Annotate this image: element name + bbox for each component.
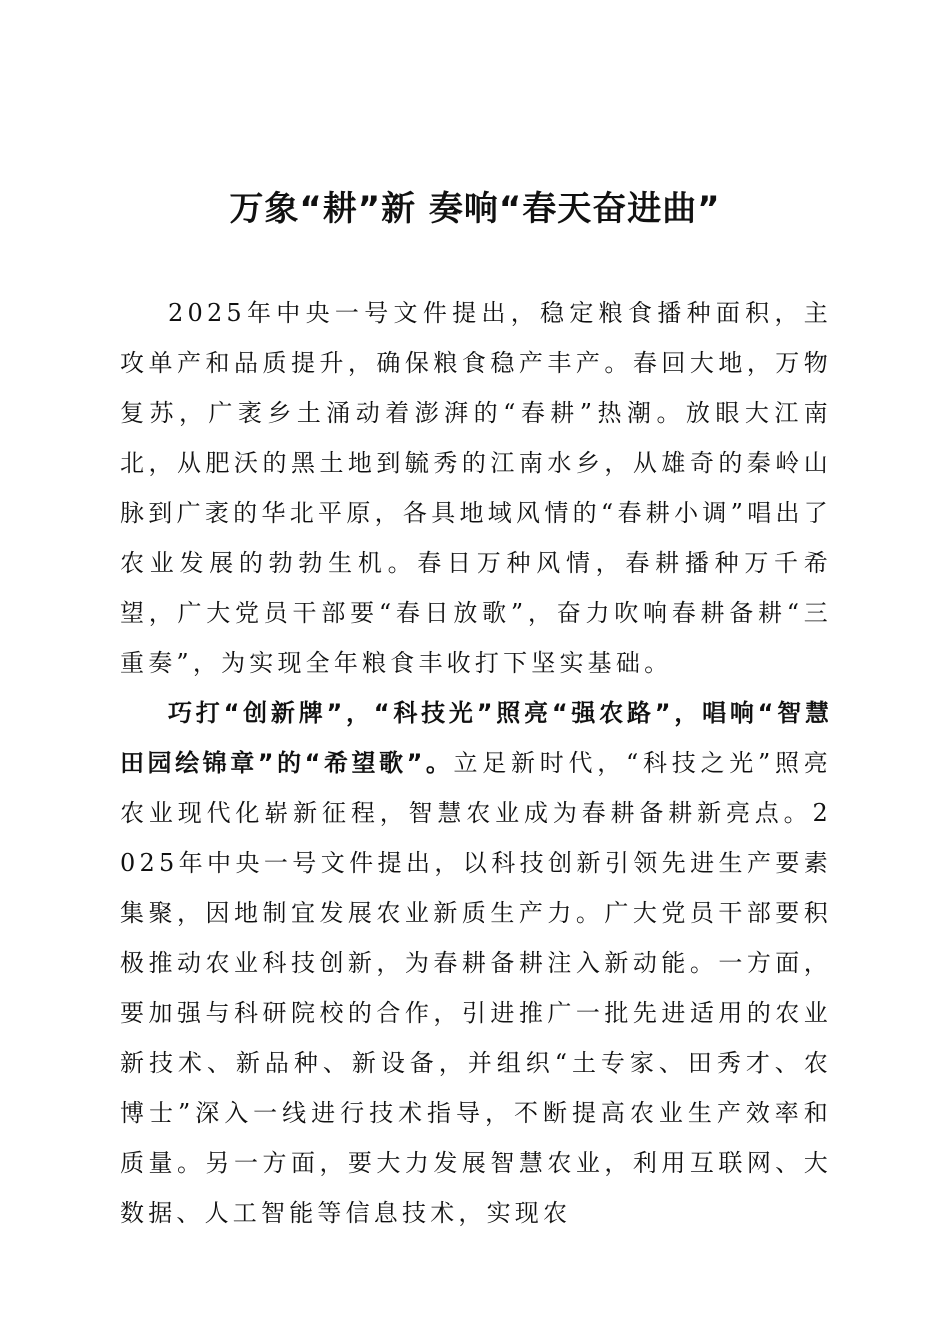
document-title: 万象“耕”新 奏响“春天奋进曲”: [229, 189, 721, 229]
paragraph-innovation: [120, 688, 832, 1238]
paragraph-intro-text: 2025年中央一号文件提出，稳定粮食播种面积，主攻单产和品质提升，确保粮食稳产丰产。春回大地，万物复苏，广袤乡土涌动着澎湃的“春耕”热潮。放眼大江南北，从肥沃的黑土地到毓秀的江南水乡，从雄奇的秦岭山脉到广袤的华北平原，各具地域风情的“春耕小调”唱出了农业发展的勃勃生机。春日万种风情，春耕播种万千希望，广大党员干部要“春日放歌”，奋力吹响春耕备耕“三重奏”，为实现全年粮食丰收打下坚实基础。: [120, 299, 832, 677]
paragraph-innovation-lead: 巧打“创新牌”，“科技光”照亮“强农路”，唱响“智慧田园绘锦章”的“希望歌”。: [120, 699, 832, 777]
paragraph-intro: [120, 288, 832, 688]
paragraph-innovation-text: 立足新时代，“科技之光”照亮农业现代化崭新征程，智慧农业成为春耕备耕新亮点。2025年中央一号文件提出，以科技创新引领先进生产要素集聚，因地制宜发展农业新质生产力。广大党员干部要积极推动农业科技创新，为春耕备耕注入新动能。一方面，要加强与科研院校的合作，引进推广一批先进适用的农业新技术、新品种、新设备，并组织“土专家、田秀才、农博士”深入一线进行技术指导，不断提高农业生产效率和质量。另一方面，要大力发展智慧农业，利用互联网、大数据、人工智能等信息技术，实现农: [120, 749, 832, 1227]
document-body: [120, 288, 832, 1238]
